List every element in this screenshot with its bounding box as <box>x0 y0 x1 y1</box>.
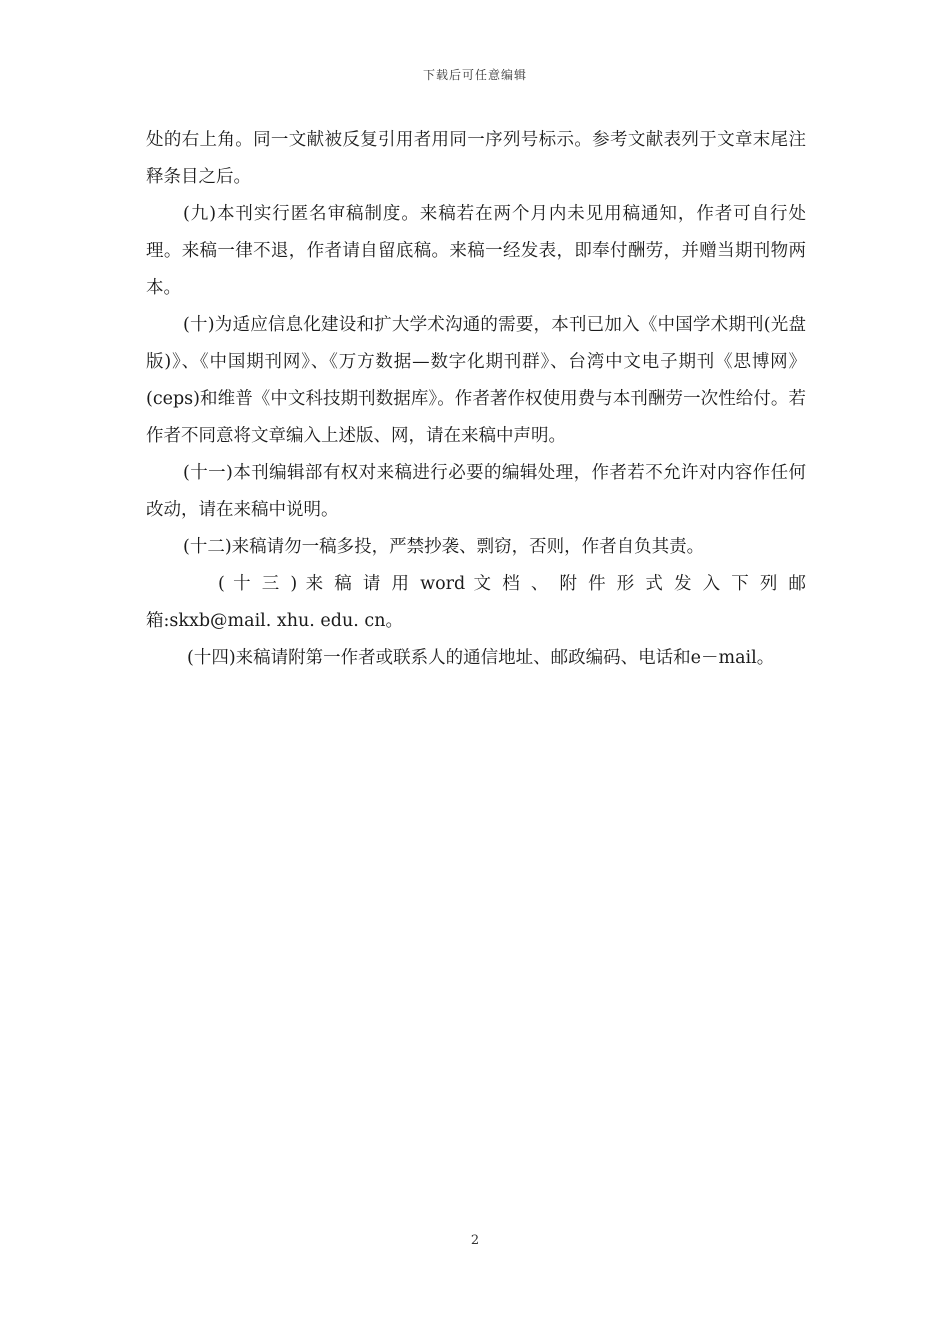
page-header: 下载后可任意编辑 <box>422 68 527 82</box>
paragraph-item-14: (十四)来稿请附第一作者或联系人的通信地址、邮政编码、电话和e－mail。 <box>187 648 775 668</box>
page-number: 2 <box>470 1233 480 1248</box>
document-body <box>146 122 806 677</box>
paragraph-item-12: (十二)来稿请勿一稿多投，严禁抄袭、剽窃，否则，作者自负其责。 <box>183 537 705 557</box>
paragraph-continuation: 处的右上角。同一文献被反复引用者用同一序列号标示。参考文献表列于文章末尾注释条目之后。 <box>146 130 806 187</box>
paragraph-item-13: ( 十 三 ) 来 稿 请 用 word 文 档 、 附 件 形 式 发 入 下 列 邮 箱:skxb@mail. xhu. edu. cn。 <box>146 574 806 631</box>
paragraph-item-9: (九)本刊实行匿名审稿制度。来稿若在两个月内未见用稿通知，作者可自行处理。来稿一律不退，作者请自留底稿。来稿一经发表，即奉付酬劳，并赠当期刊物两本。 <box>146 204 806 298</box>
paragraph-item-11: (十一)本刊编辑部有权对来稿进行必要的编辑处理，作者若不允许对内容作任何改动，请在来稿中说明。 <box>146 463 806 520</box>
paragraph-item-10: (十)为适应信息化建设和扩大学术沟通的需要，本刊已加入《中国学术期刊(光盘版)》、《中国期刊网》、《万方数据—数字化期刊群》、台湾中文电子期刊《思博网》(ceps)和维普《中文科技期刊数据库》。作者著作权使用费与本刊酬劳一次性给付。若作者不同意将文章编入上述版、网，请在来稿中声明。 <box>146 315 806 446</box>
